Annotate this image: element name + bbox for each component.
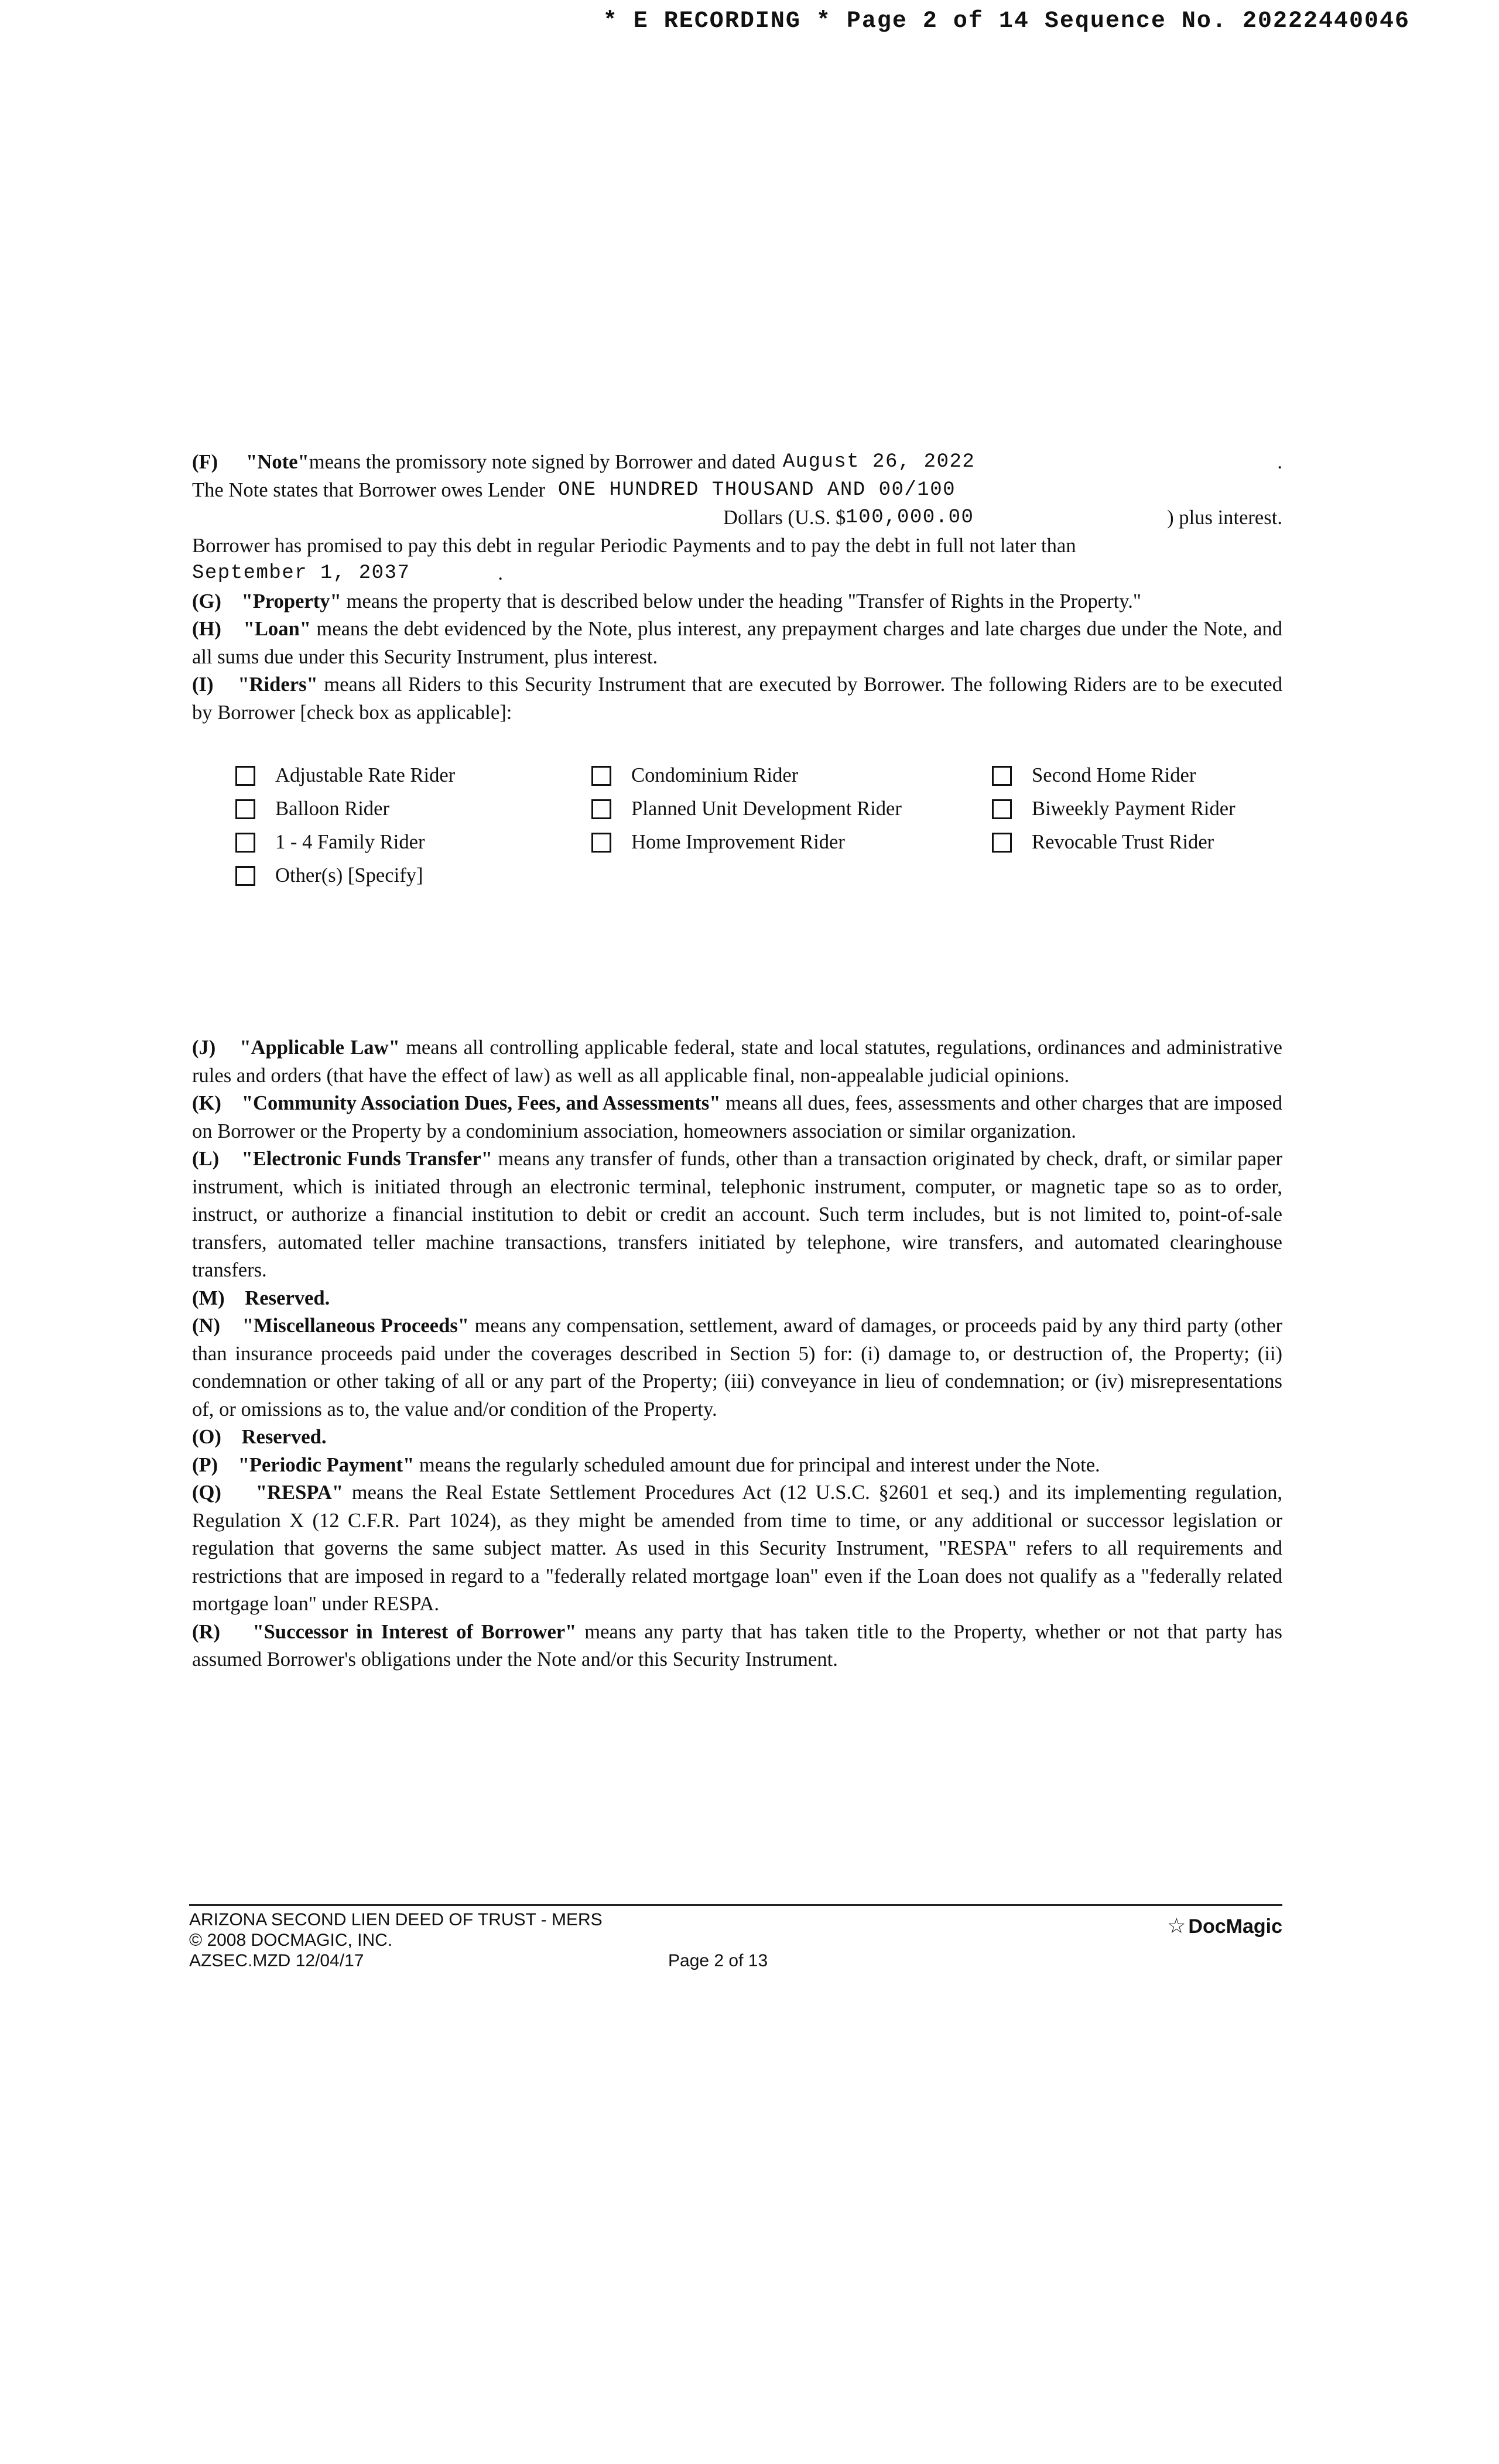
page-number: Page 2 of 13 (668, 1951, 768, 1970)
rider-label: Second Home Rider (1032, 764, 1196, 786)
section-label: (R) (192, 1620, 221, 1643)
section-f-line5 (192, 560, 1282, 588)
section-text: means any transfer of funds, other than a transaction originated by check, draft, or similar paper instrument, which is initiated through an electronic terminal, telephonic instrument, computer, or magnetic tape so as to order, instruct, or authorize a financial institution to debit or credit an account. Such term includes, but is not limited to, point-of-sale transfers, automated teller machine transactions, transfers initiated by telephone, wire transfers, and automated clearinghouse transfers. (192, 1148, 1283, 1281)
section-text: means the promissory note signed by Borrower and dated (309, 451, 776, 473)
checkbox[interactable] (992, 799, 1012, 819)
period: . (498, 562, 504, 584)
section-label: (J) (192, 1036, 216, 1059)
defined-term: "RESPA" (255, 1481, 344, 1504)
section-f-line1 (192, 449, 1282, 477)
section-g (192, 588, 1282, 616)
section-label: (I) (192, 673, 214, 696)
section-text: means all controlling applicable federal, state and local statutes, regulations, ordinances and administrative rules and orders (that have the effect of law) as well as all applicable final, non-appealable judicial opinions. (192, 1036, 1282, 1087)
rider-label: Adjustable Rate Rider (275, 764, 456, 786)
docmagic-logo (1167, 1915, 1282, 1937)
defined-term: "Miscellaneous Proceeds" (242, 1315, 469, 1337)
plus-interest: ) plus interest. (1167, 507, 1282, 529)
form-identification (189, 1909, 603, 1971)
rider-label: Balloon Rider (275, 798, 389, 820)
defined-term: "Successor in Interest of Borrower" (252, 1620, 577, 1643)
form-title: ARIZONA SECOND LIEN DEED OF TRUST - MERS (189, 1910, 603, 1929)
checkbox[interactable] (591, 833, 611, 853)
riders-column-1 (235, 759, 455, 892)
section-k (192, 1090, 1282, 1145)
rider-pud (591, 792, 902, 826)
section-q (192, 1479, 1282, 1618)
rider-1-4-family (235, 826, 455, 859)
section-label: (G) (192, 590, 221, 612)
section-j (192, 1034, 1282, 1090)
section-label: (Q) (192, 1481, 221, 1504)
recording-stamp: * E RECORDING * Page 2 of 14 Sequence No. 20222440046 (603, 8, 1410, 35)
rider-biweekly (992, 792, 1236, 826)
section-i (192, 671, 1282, 727)
rider-label: Home Improvement Rider (631, 831, 845, 853)
section-n (192, 1312, 1282, 1423)
period: . (1277, 451, 1282, 473)
section-text: means any compensation, settlement, award of damages, or proceeds paid by any third party (other than insurance proceeds paid under the coverages described in Section 5) for: (i) damage to, or destruction of, the Property; (ii) condemnation or other taking of all or any part of the Property; (iii) conveyance in lieu of condemnation; or (iv) misrepresentations of, or omissions as to, the value and/or condition of the Property. (192, 1315, 1283, 1421)
section-text: means any party that has taken title to the Property, whether or not that party has assumed Borrower's obligations under the Note and/or this Security Instrument. (192, 1620, 1283, 1671)
rider-condominium (591, 759, 902, 792)
section-l (192, 1145, 1282, 1285)
section-label: (O) (192, 1426, 221, 1448)
amount-words: ONE HUNDRED THOUSAND AND 00/100 (558, 478, 956, 501)
brand-name: DocMagic (1188, 1915, 1282, 1938)
section-label: (F) (192, 451, 218, 473)
section-text: means all dues, fees, assessments and other charges that are imposed on Borrower or the Property by a condominium association, homeowners association or similar organization. (192, 1092, 1282, 1142)
defined-term: "Loan" (243, 618, 311, 640)
section-h (192, 615, 1282, 671)
maturity-date: September 1, 2037 (192, 562, 410, 584)
rider-home-improvement (591, 826, 902, 859)
definitions-block-2 (192, 1034, 1282, 1674)
section-f-line3 (192, 504, 1282, 532)
loan-amount: 100,000.00 (846, 507, 974, 529)
note-date: August 26, 2022 (782, 451, 976, 473)
section-o (192, 1423, 1282, 1452)
copyright: © 2008 DOCMAGIC, INC. (189, 1931, 393, 1950)
rider-revocable-trust (992, 826, 1236, 859)
dollars-label: Dollars (U.S. $ (723, 507, 846, 529)
rider-label: Planned Unit Development Rider (631, 798, 902, 820)
defined-term: Reserved. (241, 1426, 327, 1448)
page-footer (189, 1904, 1282, 1970)
checkbox[interactable] (992, 766, 1012, 786)
section-label: (H) (192, 618, 221, 640)
rider-label: Other(s) [Specify] (275, 864, 423, 887)
defined-term: "Periodic Payment" (238, 1453, 415, 1476)
defined-term: "Property" (241, 590, 341, 612)
section-label: (L) (192, 1148, 220, 1170)
section-p (192, 1452, 1282, 1480)
rider-label: Condominium Rider (631, 764, 799, 786)
defined-term: "Note" (246, 451, 309, 473)
checkbox[interactable] (235, 799, 255, 819)
form-code: AZSEC.MZD 12/04/17 (189, 1951, 364, 1970)
section-label: (N) (192, 1315, 221, 1337)
rider-second-home (992, 759, 1236, 792)
checkbox[interactable] (591, 766, 611, 786)
section-f-line2 (192, 477, 1282, 505)
section-m (192, 1285, 1282, 1313)
section-text: means the property that is described below under the heading "Transfer of Rights in the Property." (341, 590, 1142, 612)
section-r (192, 1618, 1282, 1674)
checkbox[interactable] (235, 866, 255, 886)
defined-term: "Community Association Dues, Fees, and Assessments" (241, 1092, 721, 1114)
checkbox[interactable] (591, 799, 611, 819)
section-label: (M) (192, 1286, 225, 1309)
checkbox[interactable] (235, 766, 255, 786)
rider-label: Revocable Trust Rider (1032, 831, 1214, 853)
star-icon: ☆ (1167, 1914, 1186, 1938)
rider-adjustable-rate (235, 759, 455, 792)
section-text: The Note states that Borrower owes Lender (192, 478, 545, 501)
riders-column-3 (992, 759, 1236, 859)
rider-label: Biweekly Payment Rider (1032, 798, 1236, 820)
defined-term: "Applicable Law" (239, 1036, 400, 1059)
section-text: means the Real Estate Settlement Procedures Act (12 U.S.C. §2601 et seq.) and its implementing regulation, Regulation X (12 C.F.R. Part 1024), as they might be amended from time to time, or any additional or successor legislation or regulation that governs the same subject matter. As used in this Security Instrument, "RESPA" refers to all requirements and restrictions that are imposed in regard to a "federally related mortgage loan" even if the Loan does not qualify as a "federally related mortgage loan" under RESPA. (192, 1481, 1283, 1615)
rider-balloon (235, 792, 455, 826)
section-text: means all Riders to this Security Instrument that are executed by Borrower. The following Riders are to be executed by Borrower [check box as applicable]: (192, 673, 1283, 724)
rider-label: 1 - 4 Family Rider (275, 831, 425, 853)
checkbox[interactable] (992, 833, 1012, 853)
section-text: means the regularly scheduled amount due for principal and interest under the Note. (414, 1453, 1100, 1476)
section-label: (K) (192, 1092, 221, 1114)
checkbox[interactable] (235, 833, 255, 853)
defined-term: "Riders" (238, 673, 318, 696)
riders-column-2 (591, 759, 902, 859)
defined-term: "Electronic Funds Transfer" (241, 1148, 492, 1170)
section-f-line4: Borrower has promised to pay this debt in regular Periodic Payments and to pay the debt in full not later than (192, 534, 1076, 557)
section-text: means the debt evidenced by the Note, plus interest, any prepayment charges and late charges due under the Note, and all sums due under this Security Instrument, plus interest. (192, 618, 1282, 668)
section-label: (P) (192, 1453, 218, 1476)
rider-others (235, 859, 455, 892)
definitions-block-1 (192, 449, 1282, 727)
defined-term: Reserved. (245, 1286, 330, 1309)
